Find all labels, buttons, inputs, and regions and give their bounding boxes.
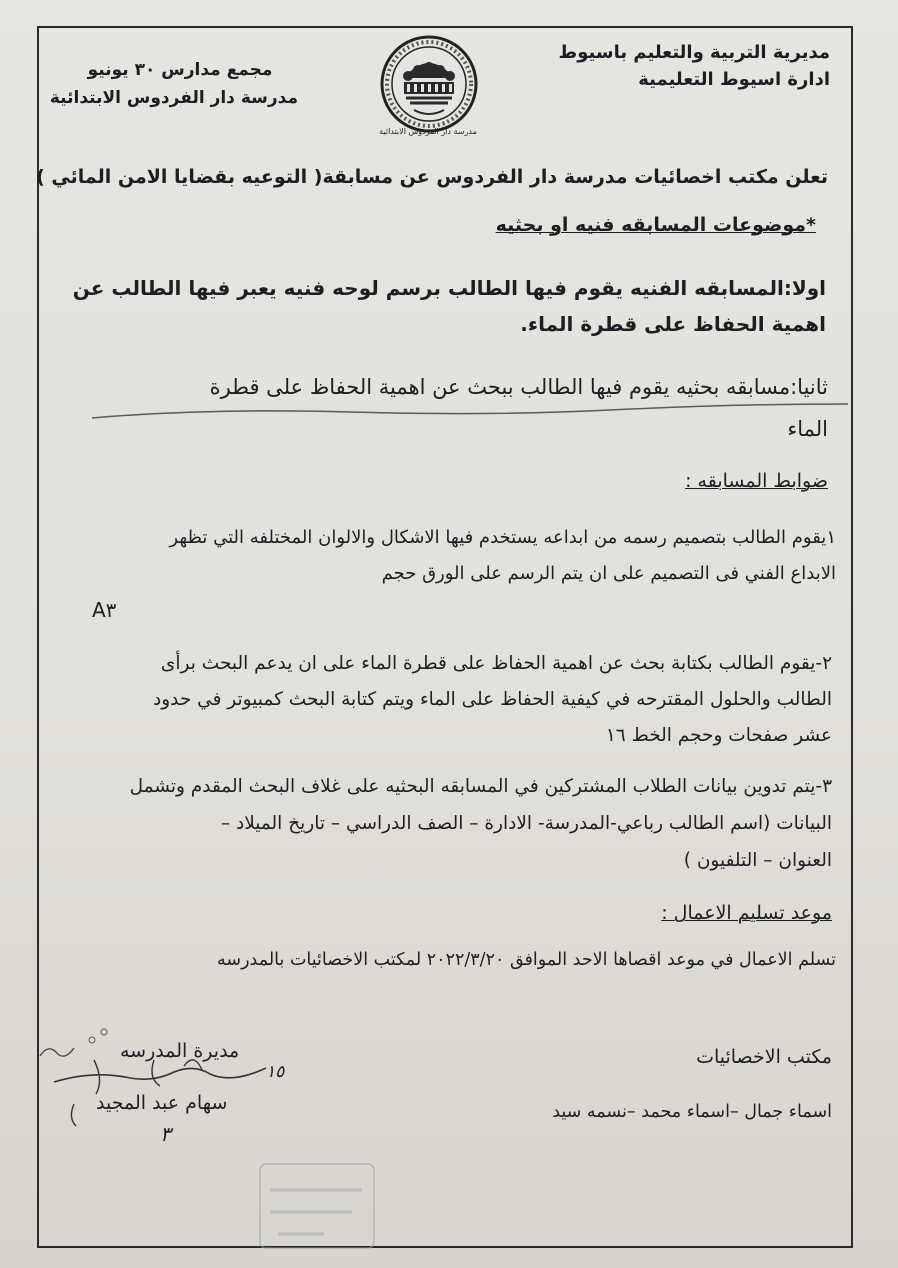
second-competition-line1: ثانيا:مسابقه بحثيه يقوم فيها الطالب ببحث عن اهمية الحفاظ على قطرة — [209, 375, 828, 399]
rule-1 — [169, 520, 836, 592]
rule-3-line2: البيانات (اسم الطالب رباعي-المدرسة- الادارة – الصف الدراسي – تاريخ الميلاد – — [220, 813, 832, 834]
rule-2-line1: ٢-يقوم الطالب بكتابة بحث عن اهمية الحفاظ على قطرة الماء على ان يدعم البحث برأى — [160, 653, 832, 674]
office-names: اسماء جمال –اسماء محمد –نسمه سيد — [552, 1102, 832, 1122]
rules-title: ضوابط المسابقه : — [685, 470, 828, 492]
rule-3-line3: العنوان – التلفيون ) — [683, 850, 832, 871]
rule-2-line3: عشر صفحات وحجم الخط ١٦ — [605, 725, 832, 746]
principal-title: مديرة المدرسه — [120, 1040, 240, 1062]
rule-1-line1: ١يقوم الطالب بتصميم رسمه من ابداعه يستخدم فيها الاشكال والالوان المختلفه التي تظهر — [169, 527, 836, 548]
school-name: مدرسة دار الفردوس الابتدائية — [49, 88, 298, 108]
logo-caption: مدرسة دار الفردوس الابتدائية — [379, 127, 477, 136]
school-complex-name: مجمع مدارس ٣٠ يونيو — [87, 60, 273, 80]
handwritten-number-2: ٣ — [160, 1122, 171, 1146]
delivery-title: موعد تسليم الاعمال : — [661, 902, 832, 924]
rule-3 — [130, 768, 832, 879]
pencil-underline — [90, 396, 850, 426]
directorate-header — [559, 40, 830, 92]
office-title: مكتب الاخصائيات — [696, 1046, 832, 1068]
faint-stamp-icon — [252, 1150, 382, 1260]
administration-name: ادارة اسيوط التعليمية — [638, 69, 830, 90]
principal-name: سهام عبد المجيد — [96, 1092, 228, 1114]
rule-2-line2: الطالب والحلول المقترحه في كيفية الحفاظ على الماء ويتم كتابة البحث كمبيوتر في حدود — [152, 689, 832, 710]
rule-1-line3: A٣ — [92, 598, 117, 622]
topics-heading: *موضوعات المسابقه فنيه او بحثيه — [495, 214, 816, 236]
rule-2 — [153, 646, 832, 754]
announcement-line: تعلن مكتب اخصائيات مدرسة دار الفردوس عن مسابقة( التوعيه بقضايا الامن المائي ) — [36, 166, 828, 188]
school-header — [49, 56, 298, 112]
delivery-text: تسلم الاعمال في موعد اقصاها الاحد الموافق ٢٠٢٢/٣/٢٠ لمكتب الاخصائيات بالمدرسه — [217, 950, 836, 970]
directorate-name: مديرية التربية والتعليم باسيوط — [558, 42, 830, 63]
first-competition — [73, 270, 826, 342]
first-competition-line1: اولا:المسابقه الفنيه يقوم فيها الطالب برسم لوحه فنيه يعبر فيها الطالب عن — [72, 276, 826, 300]
rule-1-line2: الابداع الفني فى التصميم على ان يتم الرسم على الورق حجم — [381, 563, 836, 584]
second-competition-line2: الماء — [787, 417, 828, 441]
principal-signature-icon — [34, 1022, 274, 1132]
school-logo-icon — [374, 34, 484, 142]
handwritten-number-1: ١٥ — [266, 1062, 285, 1082]
first-competition-line2: اهمية الحفاظ على قطرة الماء. — [520, 312, 826, 336]
rule-3-line1: ٣-يتم تدوين بيانات الطلاب المشتركين في المسابقه البحثيه على غلاف البحث المقدم وتشمل — [129, 776, 832, 797]
